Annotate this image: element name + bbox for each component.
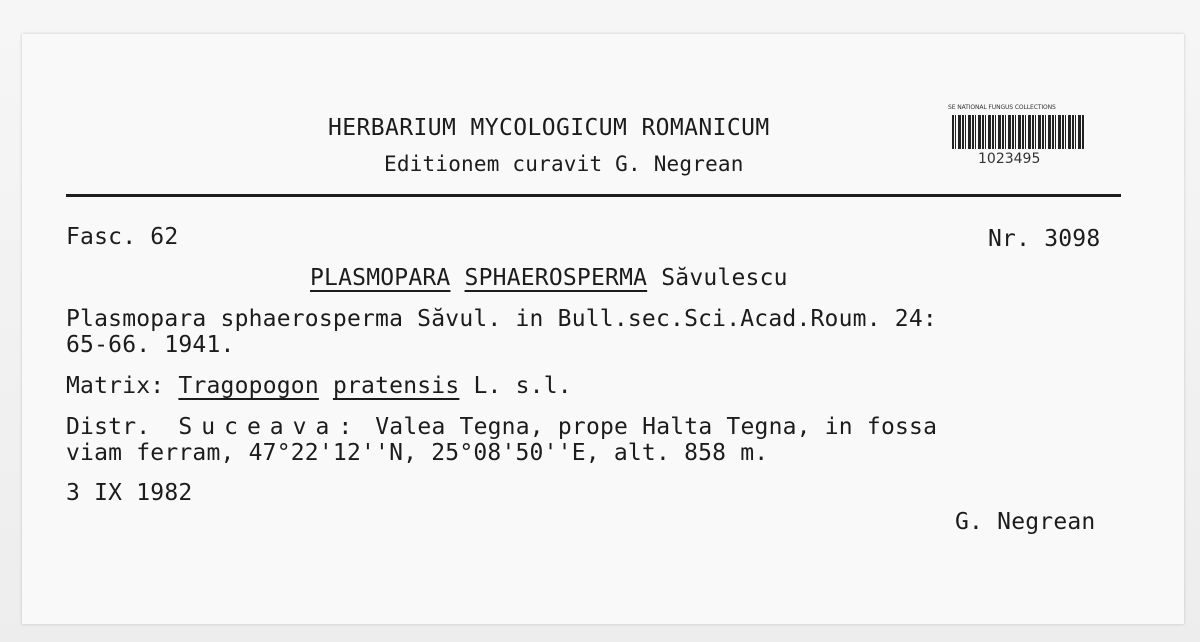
herbarium-title: HERBARIUM MYCOLOGICUM ROMANICUM <box>328 115 770 141</box>
distribution-label: Distr. <box>66 414 151 440</box>
barcode-icon <box>952 115 1084 149</box>
distribution-region: Suceava: <box>178 414 362 440</box>
barcode-number: 1023495 <box>978 151 1041 167</box>
barcode-sticker <box>948 104 1088 170</box>
citation-line-2: 65-66. 1941. <box>66 332 235 358</box>
host-genus: Tragopogon <box>178 373 319 399</box>
distribution-line-1 <box>66 416 937 439</box>
matrix-line <box>66 375 572 398</box>
species-epithet: SPHAEROSPERMA <box>464 265 648 291</box>
host-author: L. s.l. <box>473 373 572 399</box>
collection-date: 3 IX 1982 <box>66 480 193 506</box>
species-author: Săvulescu <box>661 265 788 291</box>
host-epithet: pratensis <box>332 373 460 399</box>
distribution-line-2: viam ferram, 47°22'12''N, 25°08'50''E, alt. 858 m. <box>66 440 769 466</box>
species-genus: PLASMOPARA <box>310 265 451 291</box>
species-name <box>310 267 788 290</box>
citation-line-1: Plasmopara sphaerosperma Săvul. in Bull.sec.Sci.Acad.Roum. 24: <box>66 306 937 332</box>
fascicle-number: Fasc. 62 <box>66 224 179 250</box>
editor-line: Editionem curavit G. Negrean <box>384 152 744 176</box>
barcode-caption: SE NATIONAL FUNGUS COLLECTIONS <box>948 104 1056 111</box>
header-divider <box>66 194 1121 197</box>
collector-name: G. Negrean <box>955 509 1096 535</box>
specimen-number: Nr. 3098 <box>988 226 1101 252</box>
distribution-locality: Valea Tegna, prope Halta Tegna, in fossa <box>375 414 938 440</box>
matrix-label: Matrix: <box>66 373 165 399</box>
